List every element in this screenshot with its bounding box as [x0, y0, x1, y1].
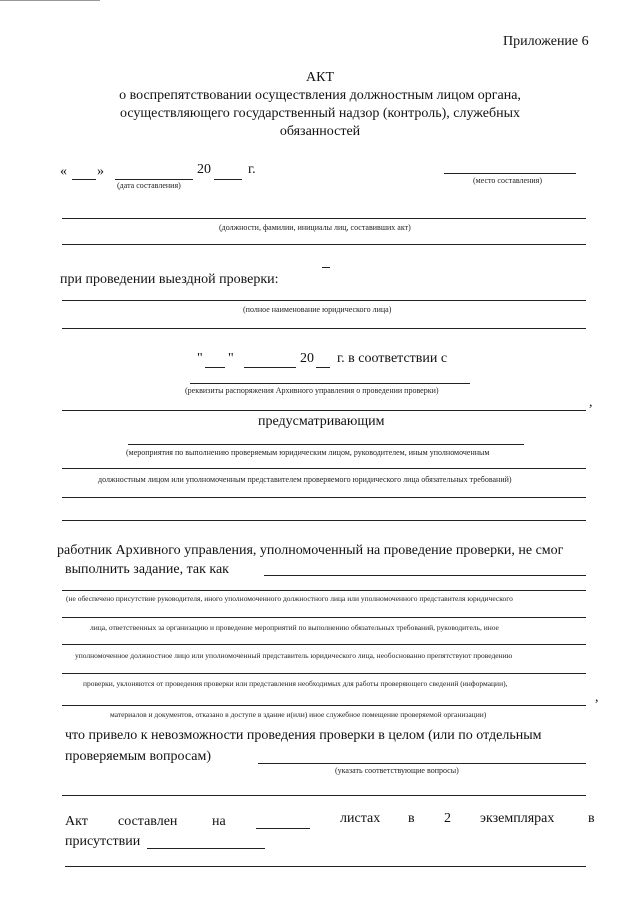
year-blank[interactable] — [214, 179, 242, 180]
order-year-prefix: 20 — [300, 351, 314, 366]
year-prefix: 20 — [197, 162, 211, 177]
questions-hint: (указать соответствующие вопросы) — [335, 766, 459, 775]
provides-word: предусматривающим — [258, 414, 385, 429]
persons-line-1[interactable] — [62, 218, 586, 219]
order-details-line[interactable] — [190, 383, 470, 384]
questions-line-2[interactable] — [62, 795, 586, 796]
order-line-2[interactable] — [62, 410, 586, 411]
order-quote-2: " — [228, 351, 234, 366]
final-word-in: в — [408, 811, 415, 826]
act-title: АКТ — [306, 70, 334, 85]
result-line-2: проверяемым вопросам) — [65, 749, 211, 764]
date-hint: (дата составления) — [117, 181, 181, 190]
persons-line-2[interactable] — [62, 244, 586, 245]
reason-line-1[interactable] — [62, 590, 586, 591]
entity-line-2[interactable] — [62, 328, 586, 329]
final-word-act: Акт — [65, 814, 88, 829]
year-suffix: г. — [248, 162, 256, 177]
reason-hint-2: лица, ответственных за организацию и проведение мероприятий по выполнению обязательных требований, руководитель, иное — [90, 623, 499, 632]
scan-edge-mark — [0, 0, 100, 5]
copies-count: 2 — [444, 811, 451, 826]
quote-open: « — [60, 164, 67, 179]
reason-comma: , — [595, 690, 599, 705]
order-suffix: г. в соответствии с — [337, 351, 448, 366]
act-title-line2: осуществляющего государственный надзор (контроль), служебных — [119, 106, 520, 121]
final-word-sheets: листах — [340, 811, 381, 826]
final-word-composed: составлен — [118, 814, 178, 829]
reason-hint-5: материалов и документов, отказано в доступе в здание и(или) иное служебное помещение проверяемой организации) — [110, 710, 487, 719]
reason-hint-1: (не обеспечено присутствие руководителя, иного уполномоченного должностного лица или уполномоченного представителя юридического — [66, 594, 513, 603]
measures-line-3[interactable] — [62, 497, 586, 498]
appendix-label: Приложение 6 — [503, 34, 589, 49]
measures-line-1[interactable] — [128, 444, 524, 445]
measures-hint-2: должностным лицом или уполномоченным представителем проверяемого юридического лица обязательных требований) — [98, 475, 512, 484]
measures-hint-1: (мероприятия по выполнению проверяемым юридическим лицом, руководителем, иным уполномоченным — [126, 448, 490, 457]
entity-line-1[interactable] — [62, 300, 586, 301]
measures-line-2[interactable] — [62, 468, 586, 469]
reason-blank[interactable] — [264, 575, 586, 576]
worker-line-2: выполнить задание, так как — [65, 562, 229, 577]
measures-line-4[interactable] — [62, 520, 586, 521]
worker-line-1: работник Архивного управления, уполномоченный на проведение проверки, не смог — [57, 543, 564, 558]
reason-hint-4: проверки, уклоняются от проведения проверки или представления необходимых для работы проверяющего сведений (информации), — [83, 679, 508, 688]
order-comma: , — [589, 395, 593, 410]
order-hint: (реквизиты распоряжения Архивного управления о проведении проверки) — [185, 386, 439, 395]
entity-hint: (полное наименование юридического лица) — [243, 305, 392, 314]
quote-close: » — [97, 164, 104, 179]
reason-line-3[interactable] — [62, 644, 586, 645]
day-blank[interactable] — [72, 179, 96, 180]
act-title-line1: о воспрепятствовании осуществления должностным лицом органа, — [119, 88, 521, 103]
final-word-copies: экземплярах — [480, 811, 555, 826]
place-blank[interactable] — [444, 173, 576, 174]
presence-label: присутствии — [65, 834, 141, 849]
order-day-blank[interactable] — [205, 367, 225, 368]
persons-hint: (должности, фамилии, инициалы лиц, составивших акт) — [219, 223, 411, 232]
month-blank[interactable] — [115, 179, 193, 180]
reason-line-5[interactable] — [62, 705, 586, 706]
act-title-line3: обязанностей — [279, 124, 361, 139]
order-year-blank[interactable] — [316, 367, 330, 368]
inspection-text: при проведении выездной проверки: — [60, 272, 279, 287]
questions-blank[interactable] — [258, 763, 586, 764]
order-quote-1: " — [197, 351, 203, 366]
sheets-blank[interactable] — [256, 828, 310, 829]
reason-line-4[interactable] — [62, 673, 586, 674]
presence-blank[interactable] — [147, 848, 265, 849]
dash-mark — [322, 267, 330, 268]
reason-line-2[interactable] — [62, 617, 586, 618]
final-word-in-2: в — [588, 811, 595, 826]
place-hint: (место составления) — [473, 176, 542, 185]
final-word-on: на — [212, 814, 226, 829]
presence-line-2[interactable] — [65, 866, 586, 867]
result-line-1: что привело к невозможности проведения проверки в целом (или по отдельным — [65, 728, 542, 743]
reason-hint-3: уполномоченное должностное лицо или уполномоченный представитель юридического лица, необоснованно препятствуют проведению — [75, 651, 513, 660]
order-month-blank[interactable] — [244, 367, 296, 368]
